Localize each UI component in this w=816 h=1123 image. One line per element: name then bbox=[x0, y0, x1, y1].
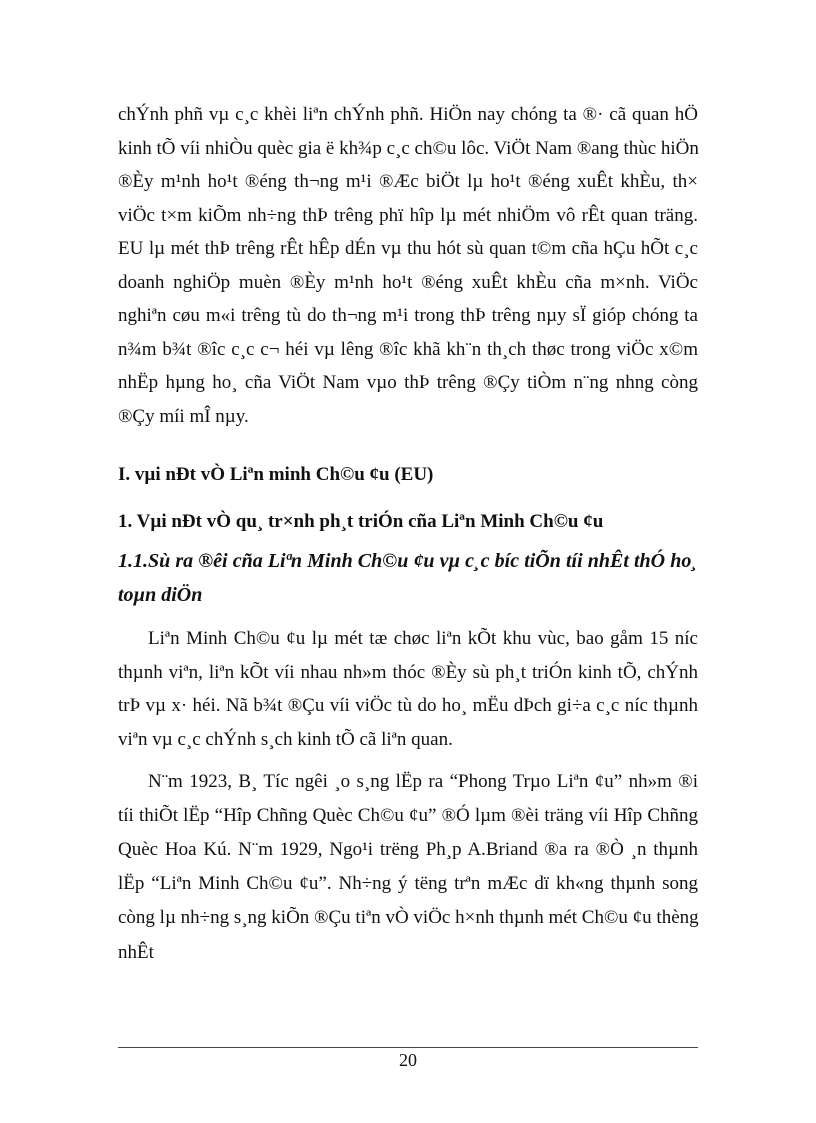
paragraph-1-line: doanh nghiÖp muèn ®Èy m¹nh ho¹t ®éng xuÊt khÈu cña m×nh. ViÖc bbox=[118, 272, 698, 293]
paragraph-1-line: viÖc t×m kiÕm nh÷ng thÞ trêng phï hîp lµ mét nhiÖm vô rÊt quan träng. bbox=[118, 205, 698, 226]
paragraph-2-line: viªn vµ c¸c chÝnh s¸ch kinh tÕ cã liªn quan. bbox=[118, 729, 453, 750]
page-number: 20 bbox=[399, 1050, 417, 1070]
paragraph-3-line: Quèc Hoa Kú. N¨m 1929, Ngo¹i trëng Ph¸p A.Briand ®a ra ®Ò ¸n thµnh bbox=[118, 839, 698, 860]
paragraph-2-line: trÞ vµ x· héi. Nã b¾t ®Çu víi viÖc tù do ho¸ mËu dÞch gi÷a c¸c níc thµnh bbox=[118, 695, 698, 716]
paragraph-1-line: nhËp hµng ho¸ cña ViÖt Nam vµo thÞ trêng ®Çy tiÒm n¨ng nhng còng bbox=[118, 372, 698, 393]
paragraph-1-line: nghiªn cøu m«i trêng tù do th¬ng m¹i trong thÞ trêng nµy sÏ gióp chóng ta bbox=[118, 305, 698, 326]
paragraph-3-line: lËp “Liªn Minh Ch©u ¢u”. Nh÷ng ý tëng trªn mÆc dï kh«ng thµnh song bbox=[118, 873, 698, 894]
paragraph-1-line: EU lµ mét thÞ trêng rÊt hÊp dÉn vµ thu hót sù quan t©m cña hÇu hÕt c¸c bbox=[118, 238, 698, 259]
section-heading: I. vµi nÐt vÒ Liªn minh Ch©u ¢u (EU) bbox=[118, 464, 434, 485]
paragraph-2-line: Liªn Minh Ch©u ¢u lµ mét tæ chøc liªn kÕt khu vùc, bao gåm 15 níc bbox=[148, 628, 698, 649]
paragraph-1-line: n¾m b¾t ®îc c¸c c¬ héi vµ lêng ®îc khã kh¨n th¸ch thøc trong viÖc x©m bbox=[118, 339, 698, 360]
subsubsection-heading-line: toµn diÖn bbox=[118, 584, 203, 606]
paragraph-2-line: thµnh viªn, liªn kÕt víi nhau nh»m thóc ®Èy sù ph¸t triÓn kinh tÕ, chÝnh bbox=[118, 662, 698, 683]
paragraph-3-line: tíi thiÕt lËp “Hîp Chñng Quèc Ch©u ¢u” ®Ó lµm ®èi träng víi Hîp Chñng bbox=[118, 805, 698, 826]
footer-divider bbox=[118, 1047, 698, 1048]
subsection-heading: 1. Vµi nÐt vÒ qu¸ tr×nh ph¸t triÓn cña Liªn Minh Ch©u ¢u bbox=[118, 511, 604, 532]
subsubsection-heading-line: 1.1.Sù ra ®êi cña Liªn Minh Ch©u ¢u vµ c¸c bíc tiÕn tíi nhÊt thÓ ho¸ bbox=[118, 550, 698, 572]
paragraph-1-line: ®Çy míi mÎ nµy. bbox=[118, 406, 249, 427]
paragraph-1-line: kinh tÕ víi nhiÒu quèc gia ë kh¾p c¸c ch©u lôc. ViÖt Nam ®ang thùc hiÖn bbox=[118, 138, 699, 159]
paragraph-1-line: ®Èy m¹nh ho¹t ®éng th¬ng m¹i ®Æc biÖt lµ ho¹t ®éng xuÊt khÈu, th× bbox=[118, 171, 698, 192]
paragraph-3-line: nhÊt bbox=[118, 942, 154, 963]
paragraph-3-line: còng lµ nh÷ng s¸ng kiÕn ®Çu tiªn vÒ viÖc h×nh thµnh mét Ch©u ¢u thèng bbox=[118, 907, 699, 928]
paragraph-1-line: chÝnh phñ vµ c¸c khèi liªn chÝnh phñ. HiÖn nay chóng ta ®· cã quan hÖ bbox=[118, 104, 698, 125]
paragraph-3-line: N¨m 1923, B¸ Tíc ngêi ¸o s¸ng lËp ra “Phong Trµo Liªn ¢u” nh»m ®i bbox=[148, 771, 698, 792]
